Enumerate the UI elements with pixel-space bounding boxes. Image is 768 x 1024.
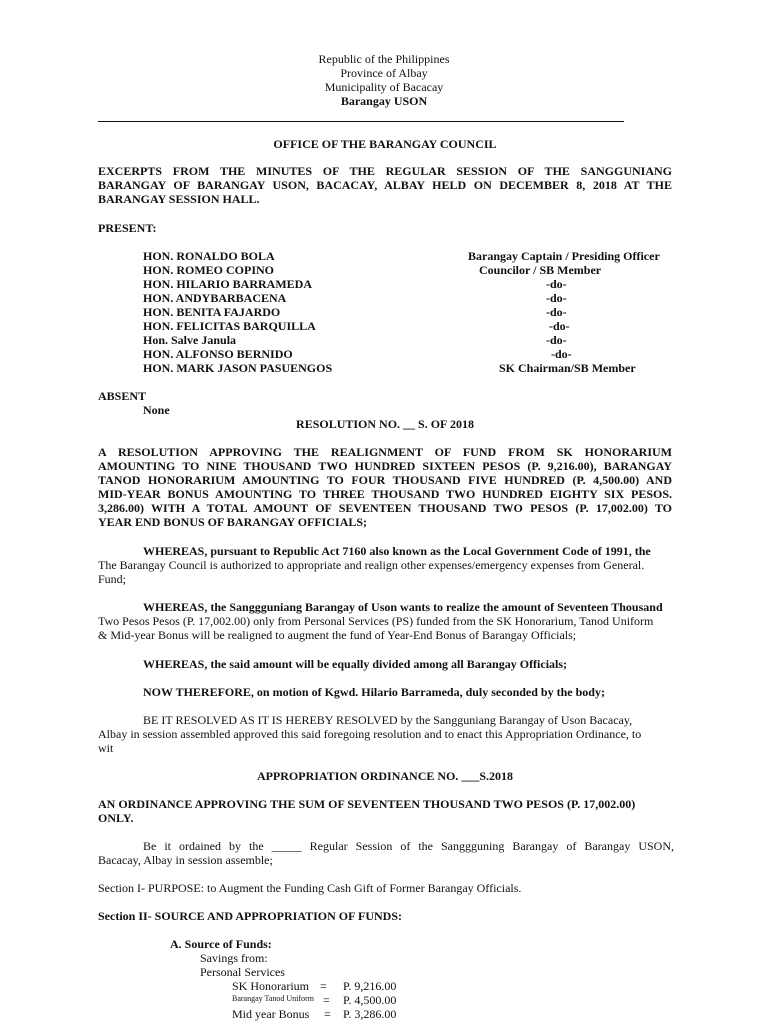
resolution-title-line: 3,286.00) WITH A TOTAL AMOUNT OF SEVENTEEN THOUSAND TWO PESOS (P. 17,002.00) TO [98,501,672,515]
section-1: Section I- PURPOSE: to Augment the Funding Cash Gift of Former Barangay Officials. [98,881,522,895]
member-role: SK Chairman/SB Member [499,361,636,375]
whereas-3: WHEREAS, the said amount will be equally divided among all Barangay Officials; [143,657,568,671]
present-label: PRESENT: [98,221,157,235]
member-role: Councilor / SB Member [479,263,602,277]
member-role: -do- [546,291,567,305]
excerpt-line: BARANGAY OF BARANGAY USON, BACACAY, ALBAY HELD ON DECEMBER 8, 2018 AT THE [98,178,672,192]
fund-amount: P. 4,500.00 [343,993,397,1007]
member-role: Barangay Captain / Presiding Officer [468,249,660,263]
whereas-2-bold: WHEREAS, the Sanggguniang Barangay of Uson wants to realize the amount of Seventeen Thousand [143,600,663,614]
resolution-title-line: A RESOLUTION APPROVING THE REALIGNMENT OF FUND FROM SK HONORARIUM [98,445,672,459]
member-role: -do- [546,277,567,291]
ordained-paragraph [143,839,674,853]
section-2: Section II- SOURCE AND APPROPRIATION OF FUNDS: [98,909,403,923]
fund-amount: P. 9,216.00 [343,979,397,993]
header-divider [98,121,624,122]
resolution-title-line: YEAR END BONUS OF BARANGAY OFFICIALS; [98,515,368,529]
member-name: HON. RONALDO BOLA [143,249,275,263]
header-country: Republic of the Philippines [318,52,450,66]
savings-from: Savings from: [200,951,268,965]
ordinance-number: APPROPRIATION ORDINANCE NO. ___S.2018 [256,769,514,783]
fund-equals: = [323,993,330,1007]
header-municipality: Municipality of Bacacay [324,80,444,94]
whereas-1-bold: WHEREAS, pursuant to Republic Act 7160 also known as the Local Government Code of 1991, the [143,544,651,558]
member-role: -do- [551,347,572,361]
fund-label: SK Honorarium [232,979,309,993]
excerpt-paragraph [98,164,672,206]
member-name: HON. FELICITAS BARQUILLA [143,319,316,333]
office-title: OFFICE OF THE BARANGAY COUNCIL [273,137,497,151]
member-role: -do- [549,319,570,333]
absent-value: None [143,403,170,417]
resolution-number: RESOLUTION NO. __ S. OF 2018 [296,417,474,431]
member-name: HON. BENITA FAJARDO [143,305,281,319]
excerpt-line: BARANGAY SESSION HALL. [98,192,260,206]
member-name: HON. ROMEO COPINO [143,263,274,277]
personal-services: Personal Services [200,965,285,979]
ordinance-title-line: ONLY. [98,811,134,825]
whereas-2-line: & Mid-year Bonus will be realigned to augment the fund of Year-End Bonus of Barangay Officials; [98,628,577,642]
member-name: HON. HILARIO BARRAMEDA [143,277,313,291]
fund-equals: = [324,1007,331,1021]
whereas-2-line: Two Pesos Pesos (P. 17,002.00) only from Personal Services (PS) funded from the SK Honorarium, Tanod Uniform [98,614,654,628]
absent-label: ABSENT [98,389,147,403]
resolution-title-line: AMOUNTING TO NINE THOUSAND TWO HUNDRED SIXTEEN PESOS (P. 9,216.00), BARANGAY [98,459,672,473]
member-name: Hon. Salve Janula [143,333,237,347]
now-therefore: NOW THEREFORE, on motion of Kgwd. Hilario Barrameda, duly seconded by the body; [143,685,605,699]
member-role: -do- [546,333,567,347]
resolved-line: BE IT RESOLVED AS IT IS HEREBY RESOLVED by the Sangguniang Barangay of Uson Bacacay, [143,713,633,727]
resolved-line: wit [98,741,114,755]
excerpt-line: EXCERPTS FROM THE MINUTES OF THE REGULAR SESSION OF THE SANGGUNIANG [98,164,672,178]
header-province: Province of Albay [340,66,428,80]
ordinance-title-line: AN ORDINANCE APPROVING THE SUM OF SEVENTEEN THOUSAND TWO PESOS (P. 17,002.00) [98,797,636,811]
member-name: HON. ALFONSO BERNIDO [143,347,293,361]
resolution-title-line: MID-YEAR BONUS AMOUNTING TO THREE THOUSAND TWO HUNDRED EIGHTY SIX PESOS. [98,487,672,501]
ordained-line: Be it ordained by the _____ Regular Session of the Sanggguning Barangay of Barangay USON, [143,839,674,853]
member-name: HON. MARK JASON PASUENGOS [143,361,333,375]
source-of-funds-label: A. Source of Funds: [170,937,272,951]
header-barangay: Barangay USON [340,94,428,108]
fund-label: Barangay Tanod Uniform [232,994,314,1003]
resolved-line: Albay in session assembled approved this said foregoing resolution and to enact this Appropriation Ordinance, to [98,727,642,741]
fund-amount: P. 3,286.00 [343,1007,397,1021]
whereas-1-line: Fund; [98,572,127,586]
fund-label: Mid year Bonus [232,1007,310,1021]
resolution-title [98,445,672,529]
ordained-line: Bacacay, Albay in session assemble; [98,853,273,867]
resolution-title-line: TANOD HONORARIUM AMOUNTING TO FOUR THOUSAND FIVE HUNDRED (P. 4,500.00) AND [98,473,672,487]
member-name: HON. ANDYBARBACENA [143,291,287,305]
member-role: -do- [546,305,567,319]
fund-equals: = [320,979,327,993]
whereas-1-line: The Barangay Council is authorized to appropriate and realign other expenses/emergency expenses from General. [98,558,645,572]
